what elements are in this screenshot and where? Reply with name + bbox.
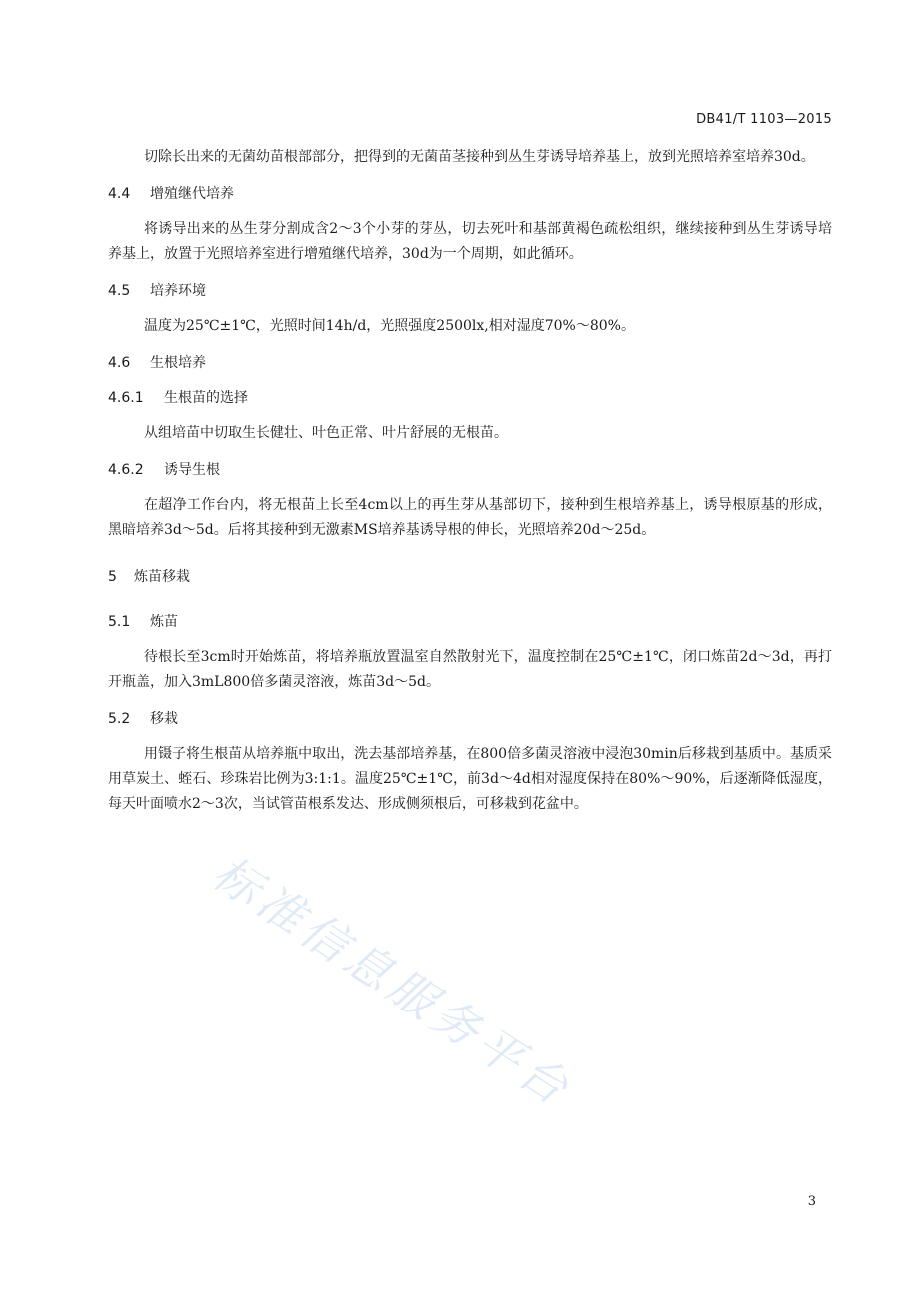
paragraph-5-1: 待根长至3cm时开始炼苗，将培养瓶放置温室自然散射光下，温度控制在25℃±1℃，闭口炼苗2d～3d，再打开瓶盖，加入3mL800倍多菌灵溶液，炼苗3d～5d。 <box>108 649 832 690</box>
section-title: 生根培养 <box>150 355 206 371</box>
paragraph-4-4: 将诱导出来的丛生芽分割成含2～3个小芽的芽丛，切去死叶和基部黄褐色疏松组织，继续接种到丛生芽诱导培养基上，放置于光照培养室进行增殖继代培养，30d为一个周期，如此循环。 <box>108 221 832 262</box>
section-heading-4-5 <box>108 279 832 304</box>
section-heading-5-2 <box>108 707 832 732</box>
paragraph-5-2: 用镊子将生根苗从培养瓶中取出，洗去基部培养基，在800倍多菌灵溶液中浸泡30min后移栽到基质中。基质采用草炭土、蛭石、珍珠岩比例为3:1:1。温度25℃±1℃，前3d～4d相对湿度保持在80%～90%，后逐渐降低湿度，每天叶面喷水2～3次，当试管苗根系发达、形成侧须根后，可移栽到花盆中。 <box>108 746 832 812</box>
paragraph-4-6-2: 在超净工作台内，将无根苗上长至4cm以上的再生芽从基部切下，接种到生根培养基上，诱导根原基的形成，黑暗培养3d～5d。后将其接种到无激素MS培养基诱导根的伸长，光照培养20d～25d。 <box>108 497 832 538</box>
section-title: 炼苗移栽 <box>134 569 190 585</box>
section-number: 5.1 <box>108 614 131 630</box>
section-heading-4-4 <box>108 182 832 207</box>
section-number: 4.6.1 <box>108 390 144 406</box>
section-title: 移栽 <box>150 711 178 727</box>
section-heading-4-6-2 <box>108 458 832 483</box>
section-title: 诱导生根 <box>164 462 220 478</box>
chapter-heading-5 <box>108 565 832 590</box>
section-number: 5 <box>108 569 117 585</box>
paragraph-4-3-continued: 切除长出来的无菌幼苗根部部分，把得到的无菌苗茎接种到丛生芽诱导培养基上，放到光照培养室培养30d。 <box>144 149 815 165</box>
document-body <box>108 145 832 829</box>
paragraph-4-5: 温度为25℃±1℃，光照时间14h/d，光照强度2500lx,相对湿度70%～80%。 <box>144 318 635 334</box>
section-title: 生根苗的选择 <box>164 390 248 406</box>
section-heading-4-6-1 <box>108 386 832 411</box>
section-number: 5.2 <box>108 711 131 727</box>
document-code: DB41/T 1103—2015 <box>696 112 832 127</box>
section-number: 4.5 <box>108 283 131 299</box>
section-title: 增殖继代培养 <box>150 186 234 202</box>
paragraph-4-6-1: 从组培苗中切取生长健壮、叶色正常、叶片舒展的无根苗。 <box>144 425 508 441</box>
page-number: 3 <box>807 1194 816 1209</box>
section-title: 培养环境 <box>150 283 206 299</box>
section-heading-5-1 <box>108 610 832 635</box>
section-number: 4.4 <box>108 186 131 202</box>
watermark-text: 标准信息服务平台 <box>203 845 582 1118</box>
section-title: 炼苗 <box>150 614 178 630</box>
section-number: 4.6.2 <box>108 462 144 478</box>
section-number: 4.6 <box>108 355 131 371</box>
section-heading-4-6 <box>108 351 832 376</box>
